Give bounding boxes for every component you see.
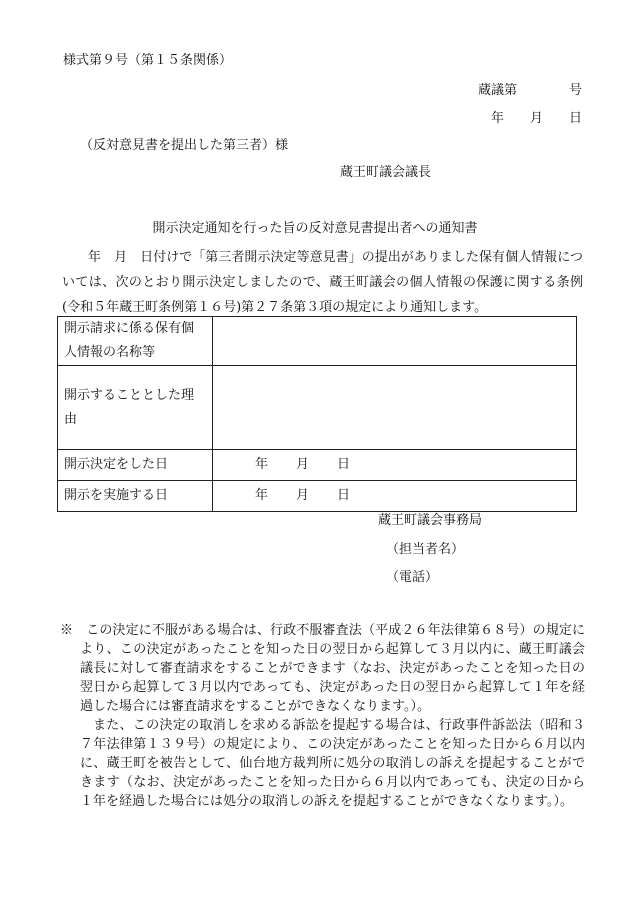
table-row: [58, 481, 577, 512]
phone: （電話）: [386, 570, 439, 585]
row-label: 開示請求に係る保有個人情報の名称等: [58, 317, 213, 366]
table-row: [58, 317, 577, 366]
office-name: 蔵王町議会事務局: [378, 513, 483, 528]
info-table: [57, 316, 577, 512]
notice-paragraph-review: ※ この決定に不服がある場合は、行政不服審査法（平成２６年法律第６８号）の規定により、この決定があったことを知った日の翌日から起算して３月以内に、蔵王町議会議長に対して審査請求をすることができます（なお、決定があったことを知った日の翌日から起算して３月以内であっても、決定があった日の翌日から起算して１年を経過した場合には審査請求をすることができなくなります。）。: [60, 623, 585, 714]
row-value: [213, 317, 577, 366]
intro-paragraph: [62, 245, 583, 320]
month-unit: 月: [296, 457, 310, 472]
table-row: [58, 366, 577, 450]
date-value: [213, 481, 577, 512]
intro-text: 年 月 日付けで「第三者開示決定等意見書」の提出がありました保有個人情報については、次のとおり開示決定しましたので、蔵王町議会の個人情報の保護に関する条例(令和５年蔵王町条例第１６号)第２７条第３項の規定により通知します。: [62, 250, 583, 315]
sender: 蔵王町議会議長: [340, 165, 432, 180]
form-label: 様式第９号（第１５条関係）: [63, 53, 233, 68]
table-row: [58, 450, 577, 481]
document-title: 開示決定通知を行った旨の反対意見書提出者への通知書: [152, 221, 478, 236]
notice-paragraph-lawsuit: また、この決定の取消しを求める訴訟を提起する場合は、行政事件訴訟法（昭和３７年法律第１３９号）の規定により、この決定があったことを知った日から６月以内に、蔵王町を被告として、仙台地方裁判所に処分の取消しの訴えを提起することができます（なお、決定があったことを知った日から６月以内であっても、決定の日から１年を経過した場合には処分の取消しの訴えを提起することができなくなります。）。: [80, 718, 585, 809]
row-label: 開示を実施する日: [58, 481, 213, 512]
row-label: 開示することとした理由: [58, 366, 213, 450]
year-unit: 年: [255, 488, 269, 503]
date-value: [213, 450, 577, 481]
month-unit: 月: [296, 488, 310, 503]
day-unit: 日: [337, 488, 351, 503]
document-date: 年 月 日: [490, 111, 582, 126]
appeal-notice: [60, 621, 585, 811]
row-label: 開示決定をした日: [58, 450, 213, 481]
year-unit: 年: [255, 457, 269, 472]
row-value: [213, 366, 577, 450]
contact-person: （担当者名）: [386, 542, 465, 557]
document-number: 蔵議第 号: [477, 83, 582, 98]
addressee: （反対意見書を提出した第三者）様: [80, 138, 289, 153]
day-unit: 日: [337, 457, 351, 472]
